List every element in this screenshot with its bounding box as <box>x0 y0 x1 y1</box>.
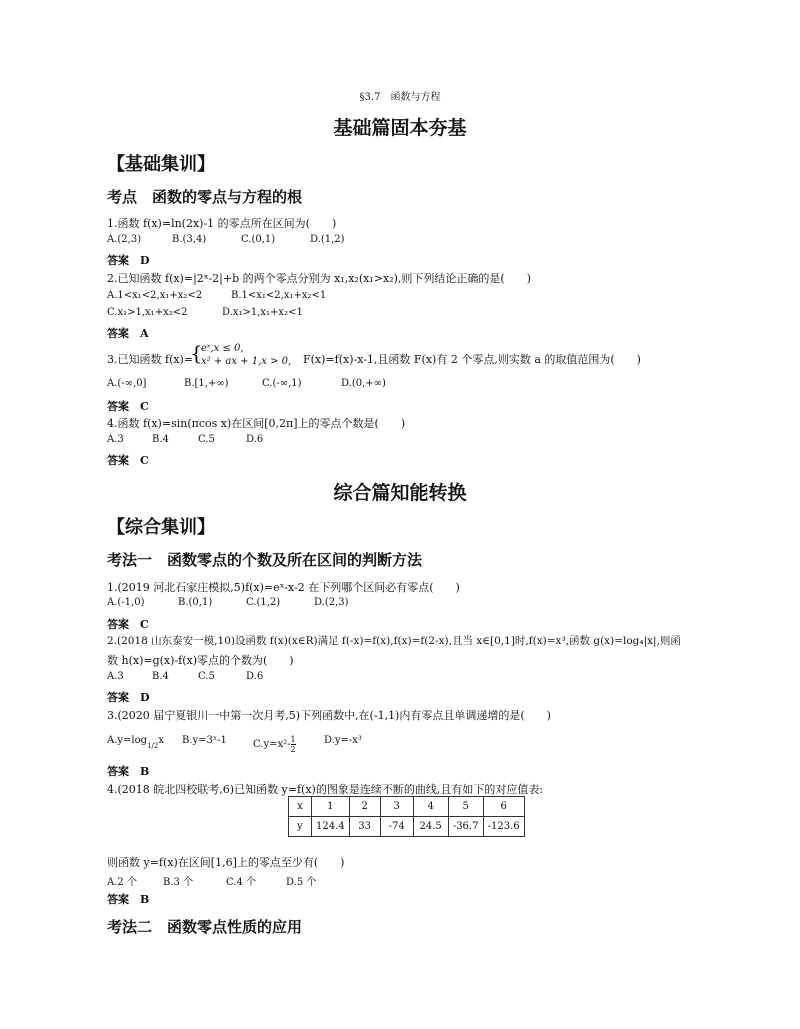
part2-title: 综合篇知能转换 <box>333 482 467 504</box>
q1-answer: 答案 D <box>107 254 150 267</box>
m1-q2-option-c: C.5 <box>198 671 215 682</box>
q1-text: 1.函数 f(x)=ln(2x)-1 的零点所在区间为( ) <box>107 217 337 230</box>
q3-case1: eˣ,x ≤ 0, <box>201 343 244 354</box>
q3-option-c: C.(-∞,1) <box>262 378 302 389</box>
fraction-numerator: 1 <box>290 735 296 744</box>
m1-q3-option-b: B.y=3ˣ-1 <box>182 735 227 746</box>
m1-q4-option-a: A.2 个 <box>107 877 137 888</box>
q2-answer: 答案 A <box>107 327 149 340</box>
q4-text: 4.函数 f(x)=sin(πcos x)在区间[0,2π]上的零点个数是( ) <box>107 417 406 430</box>
q4-option-c: C.5 <box>198 434 215 445</box>
q2-option-c: C.x₁>1,x₁+x₂<2 <box>107 307 188 318</box>
m1-q3-option-c-pre: C.y=x²- <box>253 739 291 750</box>
q3-option-b: B.[1,+∞) <box>184 378 229 389</box>
q3-option-d: D.(0,+∞) <box>341 378 386 389</box>
q2-text: 2.已知函数 f(x)=|2ˣ-2|+b 的两个零点分别为 x₁,x₂(x₁>x₂),则下列结论正确的是( ) <box>107 272 531 285</box>
table-cell: -36.7 <box>448 817 483 837</box>
q4-option-a: A.3 <box>107 434 124 445</box>
m1-q3-option-a-pre: A.y=log <box>107 735 148 746</box>
m1-q4-after-text: 则函数 y=f(x)在区间[1,6]上的零点至少有( ) <box>107 856 345 869</box>
q4-option-d: D.6 <box>246 434 264 445</box>
m1-q2-option-a: A.3 <box>107 671 124 682</box>
table-cell: 3 <box>380 797 413 817</box>
m1-q4-option-d: D.5 个 <box>286 877 317 888</box>
m1-q2-option-b: B.4 <box>152 671 169 682</box>
table-cell: 124.4 <box>312 817 350 837</box>
method1-heading: 考法一 函数零点的个数及所在区间的判断方法 <box>107 551 423 569</box>
q1-option-b: B.(3,4) <box>172 234 207 245</box>
table-cell: 4 <box>413 797 448 817</box>
q3-answer: 答案 C <box>107 400 149 413</box>
m1-q4-answer: 答案 B <box>107 893 150 906</box>
m1-q1-option-d: D.(2,3) <box>314 597 349 608</box>
m1-q2-line2: 数 h(x)=g(x)-f(x)零点的个数为( ) <box>107 654 294 667</box>
q1-option-c: C.(0,1) <box>241 234 276 245</box>
table-cell: 2 <box>349 797 380 817</box>
table-cell: x <box>289 797 312 817</box>
method2-heading: 考法二 函数零点性质的应用 <box>107 918 303 936</box>
q2-option-a: A.1<x₁<2,x₁+x₂<2 <box>107 290 203 301</box>
m1-q2-line1: 2.(2018 山东泰安一模,10)设函数 f(x)(x∈R)满足 f(-x)=f(x),f(x)=f(2-x),且当 x∈[0,1]时,f(x)=x³,函数 g(x)=log₄|x|,则函 <box>107 635 681 647</box>
m1-q4-option-c: C.4 个 <box>226 877 257 888</box>
m1-q3-option-a <box>107 735 164 750</box>
q4-answer: 答案 C <box>107 454 149 467</box>
q3-text-post: F(x)=f(x)-x-1,且函数 F(x)有 2 个零点,则实数 a 的取值范围为( ) <box>303 353 641 366</box>
topic-heading: 考点 函数的零点与方程的根 <box>107 188 303 206</box>
m1-q1-option-c: C.(1,2) <box>246 597 281 608</box>
m1-q1-text: 1.(2019 河北石家庄模拟,5)f(x)=eˣ-x-2 在下列哪个区间必有零点( ) <box>107 581 460 594</box>
value-table <box>288 796 525 837</box>
m1-q3-option-a-post: x <box>158 735 164 746</box>
q4-option-b: B.4 <box>152 434 169 445</box>
table-cell: 6 <box>483 797 524 817</box>
q3-option-a: A.(-∞,0] <box>107 378 147 389</box>
m1-q2-option-d: D.6 <box>246 671 264 682</box>
table-cell: 24.5 <box>413 817 448 837</box>
m1-q3-text: 3.(2020 届宁夏银川一中第一次月考,5)下列函数中,在(-1,1)内有零点且单调递增的是( ) <box>107 709 551 722</box>
table-cell: -74 <box>380 817 413 837</box>
table-row <box>289 817 525 837</box>
q1-option-d: D.(1,2) <box>310 234 345 245</box>
table-cell: -123.6 <box>483 817 524 837</box>
m1-q3-option-a-base: 1/2 <box>147 742 159 750</box>
table-cell: 33 <box>349 817 380 837</box>
m1-q2-answer: 答案 D <box>107 691 150 704</box>
q3-case2: x² + ax + 1,x > 0, <box>201 356 292 367</box>
m1-q3-option-d: D.y=-x³ <box>324 735 362 746</box>
m1-q3-option-c-fraction <box>291 735 296 754</box>
part1-bracket-heading: 【基础集训】 <box>107 154 215 175</box>
m1-q4-text: 4.(2018 皖北四校联考,6)已知函数 y=f(x)的图象是连续不断的曲线,且有如下的对应值表: <box>107 783 544 796</box>
table-row <box>289 797 525 817</box>
m1-q3-answer: 答案 B <box>107 765 150 778</box>
m1-q1-option-a: A.(-1,0) <box>107 597 145 608</box>
table-cell: 1 <box>312 797 350 817</box>
q1-option-a: A.(2,3) <box>107 234 142 245</box>
m1-q1-answer: 答案 C <box>107 618 149 631</box>
section-header: §3.7 函数与方程 <box>359 92 441 103</box>
m1-q4-option-b: B.3 个 <box>163 877 194 888</box>
table-cell: 5 <box>448 797 483 817</box>
part1-title: 基础篇固本夯基 <box>333 117 467 139</box>
q2-option-b: B.1<x₁<2,x₁+x₂<1 <box>231 290 327 301</box>
q2-option-d: D.x₁>1,x₁+x₂<1 <box>222 307 303 318</box>
q3-text-pre: 3.已知函数 f(x)= <box>107 353 194 366</box>
part2-bracket-heading: 【综合集训】 <box>107 517 215 538</box>
m1-q3-option-c <box>253 735 296 754</box>
m1-q1-option-b: B.(0,1) <box>178 597 213 608</box>
table-cell: y <box>289 817 312 837</box>
fraction-denominator: 2 <box>290 745 296 754</box>
q3-brace: { <box>190 341 203 365</box>
